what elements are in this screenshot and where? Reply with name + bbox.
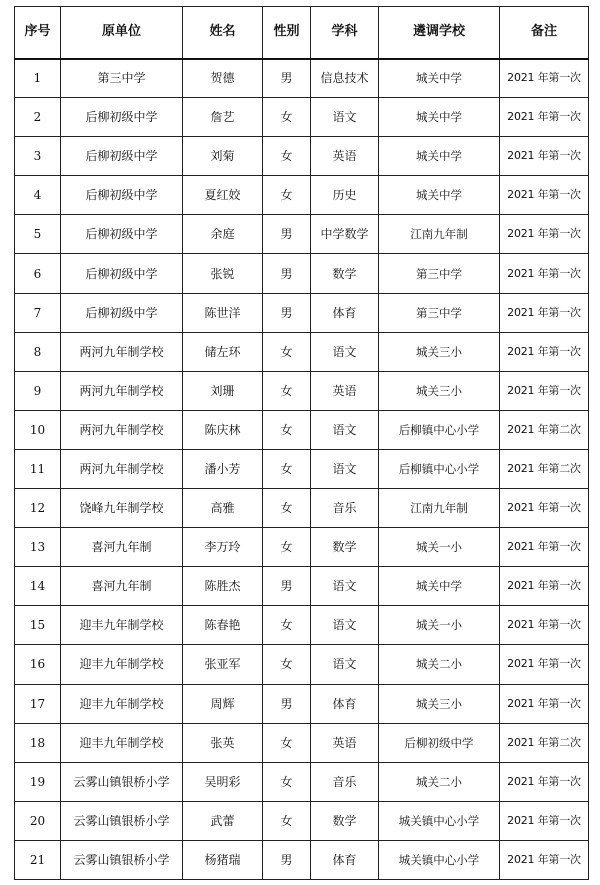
original-unit-cell: 迎丰九年制学校: [61, 723, 183, 762]
gender-cell: 女: [263, 528, 311, 567]
table-row: [15, 762, 589, 801]
subject-cell: 英语: [311, 137, 379, 176]
person-name-cell: 张英: [183, 723, 263, 762]
note-cell: 2021 年第一次: [500, 684, 589, 723]
original-unit-cell: 后柳初级中学: [61, 98, 183, 137]
note-cell: 2021 年第一次: [500, 528, 589, 567]
row-number-cell: 18: [15, 723, 61, 762]
note-cell: 2021 年第一次: [500, 489, 589, 528]
original-unit-cell: 后柳初级中学: [61, 137, 183, 176]
person-name-cell: 刘菊: [183, 137, 263, 176]
person-name-cell: 储左环: [183, 332, 263, 371]
target-school-cell: 城关一小: [379, 606, 500, 645]
subject-cell: 体育: [311, 840, 379, 879]
gender-cell: 男: [263, 215, 311, 254]
table-row: [15, 489, 589, 528]
gender-cell: 女: [263, 645, 311, 684]
subject-cell: 音乐: [311, 489, 379, 528]
person-name-cell: 陈胜杰: [183, 567, 263, 606]
row-number-cell: 16: [15, 645, 61, 684]
target-school-cell: 后柳初级中学: [379, 723, 500, 762]
target-school-cell: 城关一小: [379, 528, 500, 567]
note-cell: 2021 年第一次: [500, 371, 589, 410]
original-unit-cell: 迎丰九年制学校: [61, 645, 183, 684]
person-name-cell: 陈春艳: [183, 606, 263, 645]
row-number-cell: 7: [15, 293, 61, 332]
gender-cell: 男: [263, 293, 311, 332]
row-number-cell: 17: [15, 684, 61, 723]
person-name-cell: 周辉: [183, 684, 263, 723]
original-unit-cell: 第三中学: [61, 59, 183, 98]
table-row: [15, 137, 589, 176]
note-cell: 2021 年第一次: [500, 176, 589, 215]
target-school-cell: 城关中学: [379, 137, 500, 176]
row-number-cell: 15: [15, 606, 61, 645]
person-name-cell: 高雅: [183, 489, 263, 528]
note-cell: 2021 年第一次: [500, 606, 589, 645]
original-unit-cell: 迎丰九年制学校: [61, 684, 183, 723]
note-cell: 2021 年第二次: [500, 449, 589, 488]
target-school-cell: 江南九年制: [379, 489, 500, 528]
subject-cell: 语文: [311, 410, 379, 449]
row-number-cell: 12: [15, 489, 61, 528]
original-unit-cell: 云雾山镇银桥小学: [61, 801, 183, 840]
row-number-cell: 14: [15, 567, 61, 606]
target-school-cell: 第三中学: [379, 254, 500, 293]
row-number-cell: 8: [15, 332, 61, 371]
target-school-cell: 城关中学: [379, 567, 500, 606]
target-school-cell: 城关镇中心小学: [379, 840, 500, 879]
person-name-cell: 詹艺: [183, 98, 263, 137]
table-row: [15, 684, 589, 723]
row-number-cell: 2: [15, 98, 61, 137]
gender-cell: 女: [263, 371, 311, 410]
gender-cell: 女: [263, 137, 311, 176]
subject-cell: 语文: [311, 645, 379, 684]
subject-cell: 英语: [311, 723, 379, 762]
subject-cell: 体育: [311, 684, 379, 723]
original-unit-cell: 两河九年制学校: [61, 410, 183, 449]
table-row: [15, 449, 589, 488]
note-cell: 2021 年第二次: [500, 410, 589, 449]
table-row: [15, 606, 589, 645]
subject-cell: 信息技术: [311, 59, 379, 98]
target-school-cell: 城关三小: [379, 371, 500, 410]
subject-cell: 语文: [311, 332, 379, 371]
header-original-unit: 原单位: [61, 7, 183, 59]
gender-cell: 男: [263, 840, 311, 879]
note-cell: 2021 年第一次: [500, 762, 589, 801]
note-cell: 2021 年第一次: [500, 215, 589, 254]
target-school-cell: 后柳镇中心小学: [379, 410, 500, 449]
row-number-cell: 6: [15, 254, 61, 293]
note-cell: 2021 年第一次: [500, 332, 589, 371]
table-row: [15, 254, 589, 293]
table-row: [15, 176, 589, 215]
note-cell: 2021 年第一次: [500, 801, 589, 840]
header-no: 序号: [15, 7, 61, 59]
subject-cell: 语文: [311, 606, 379, 645]
gender-cell: 女: [263, 801, 311, 840]
gender-cell: 女: [263, 723, 311, 762]
subject-cell: 数学: [311, 254, 379, 293]
person-name-cell: 陈庆林: [183, 410, 263, 449]
person-name-cell: 杨猪瑞: [183, 840, 263, 879]
header-subject: 学科: [311, 7, 379, 59]
person-name-cell: 贺德: [183, 59, 263, 98]
subject-cell: 英语: [311, 371, 379, 410]
note-cell: 2021 年第一次: [500, 59, 589, 98]
header-note: 备注: [500, 7, 589, 59]
original-unit-cell: 后柳初级中学: [61, 293, 183, 332]
table-row: [15, 410, 589, 449]
target-school-cell: 城关三小: [379, 684, 500, 723]
row-number-cell: 20: [15, 801, 61, 840]
table-row: [15, 98, 589, 137]
subject-cell: 中学数学: [311, 215, 379, 254]
row-number-cell: 4: [15, 176, 61, 215]
gender-cell: 男: [263, 59, 311, 98]
target-school-cell: 城关三小: [379, 332, 500, 371]
row-number-cell: 19: [15, 762, 61, 801]
teacher-transfer-table: [14, 6, 589, 880]
row-number-cell: 9: [15, 371, 61, 410]
original-unit-cell: 两河九年制学校: [61, 332, 183, 371]
target-school-cell: 城关镇中心小学: [379, 801, 500, 840]
table-row: [15, 723, 589, 762]
note-cell: 2021 年第一次: [500, 293, 589, 332]
target-school-cell: 江南九年制: [379, 215, 500, 254]
note-cell: 2021 年第一次: [500, 645, 589, 684]
table-body: [15, 59, 589, 880]
row-number-cell: 11: [15, 449, 61, 488]
target-school-cell: 城关二小: [379, 762, 500, 801]
subject-cell: 语文: [311, 98, 379, 137]
note-cell: 2021 年第一次: [500, 567, 589, 606]
person-name-cell: 吴明彩: [183, 762, 263, 801]
table-row: [15, 528, 589, 567]
original-unit-cell: 云雾山镇银桥小学: [61, 762, 183, 801]
table-row: [15, 645, 589, 684]
table-row: [15, 567, 589, 606]
table-row: [15, 840, 589, 879]
person-name-cell: 刘珊: [183, 371, 263, 410]
row-number-cell: 10: [15, 410, 61, 449]
header-gender: 性别: [263, 7, 311, 59]
person-name-cell: 余庭: [183, 215, 263, 254]
original-unit-cell: 云雾山镇银桥小学: [61, 840, 183, 879]
gender-cell: 女: [263, 176, 311, 215]
original-unit-cell: 后柳初级中学: [61, 176, 183, 215]
target-school-cell: 城关二小: [379, 645, 500, 684]
original-unit-cell: 迎丰九年制学校: [61, 606, 183, 645]
row-number-cell: 3: [15, 137, 61, 176]
gender-cell: 男: [263, 684, 311, 723]
subject-cell: 历史: [311, 176, 379, 215]
original-unit-cell: 后柳初级中学: [61, 215, 183, 254]
original-unit-cell: 两河九年制学校: [61, 371, 183, 410]
table-row: [15, 59, 589, 98]
row-number-cell: 5: [15, 215, 61, 254]
gender-cell: 男: [263, 567, 311, 606]
note-cell: 2021 年第二次: [500, 723, 589, 762]
person-name-cell: 陈世洋: [183, 293, 263, 332]
subject-cell: 体育: [311, 293, 379, 332]
gender-cell: 女: [263, 98, 311, 137]
gender-cell: 女: [263, 762, 311, 801]
original-unit-cell: 后柳初级中学: [61, 254, 183, 293]
person-name-cell: 李万玲: [183, 528, 263, 567]
header-name: 姓名: [183, 7, 263, 59]
original-unit-cell: 两河九年制学校: [61, 449, 183, 488]
row-number-cell: 21: [15, 840, 61, 879]
target-school-cell: 第三中学: [379, 293, 500, 332]
original-unit-cell: 饶峰九年制学校: [61, 489, 183, 528]
gender-cell: 男: [263, 254, 311, 293]
note-cell: 2021 年第一次: [500, 137, 589, 176]
subject-cell: 数学: [311, 801, 379, 840]
original-unit-cell: 喜河九年制: [61, 567, 183, 606]
table-row: [15, 332, 589, 371]
gender-cell: 女: [263, 489, 311, 528]
subject-cell: 音乐: [311, 762, 379, 801]
table-header-row: [15, 7, 589, 59]
note-cell: 2021 年第一次: [500, 98, 589, 137]
gender-cell: 女: [263, 449, 311, 488]
table-row: [15, 371, 589, 410]
subject-cell: 数学: [311, 528, 379, 567]
subject-cell: 语文: [311, 567, 379, 606]
person-name-cell: 武蕾: [183, 801, 263, 840]
target-school-cell: 后柳镇中心小学: [379, 449, 500, 488]
table-row: [15, 801, 589, 840]
person-name-cell: 张锐: [183, 254, 263, 293]
person-name-cell: 潘小芳: [183, 449, 263, 488]
gender-cell: 女: [263, 410, 311, 449]
row-number-cell: 13: [15, 528, 61, 567]
gender-cell: 女: [263, 332, 311, 371]
table-row: [15, 293, 589, 332]
subject-cell: 语文: [311, 449, 379, 488]
person-name-cell: 夏红姣: [183, 176, 263, 215]
target-school-cell: 城关中学: [379, 59, 500, 98]
person-name-cell: 张亚军: [183, 645, 263, 684]
original-unit-cell: 喜河九年制: [61, 528, 183, 567]
target-school-cell: 城关中学: [379, 98, 500, 137]
table-row: [15, 215, 589, 254]
note-cell: 2021 年第一次: [500, 254, 589, 293]
header-target-school: 遴调学校: [379, 7, 500, 59]
note-cell: 2021 年第一次: [500, 840, 589, 879]
row-number-cell: 1: [15, 59, 61, 98]
target-school-cell: 城关中学: [379, 176, 500, 215]
gender-cell: 女: [263, 606, 311, 645]
